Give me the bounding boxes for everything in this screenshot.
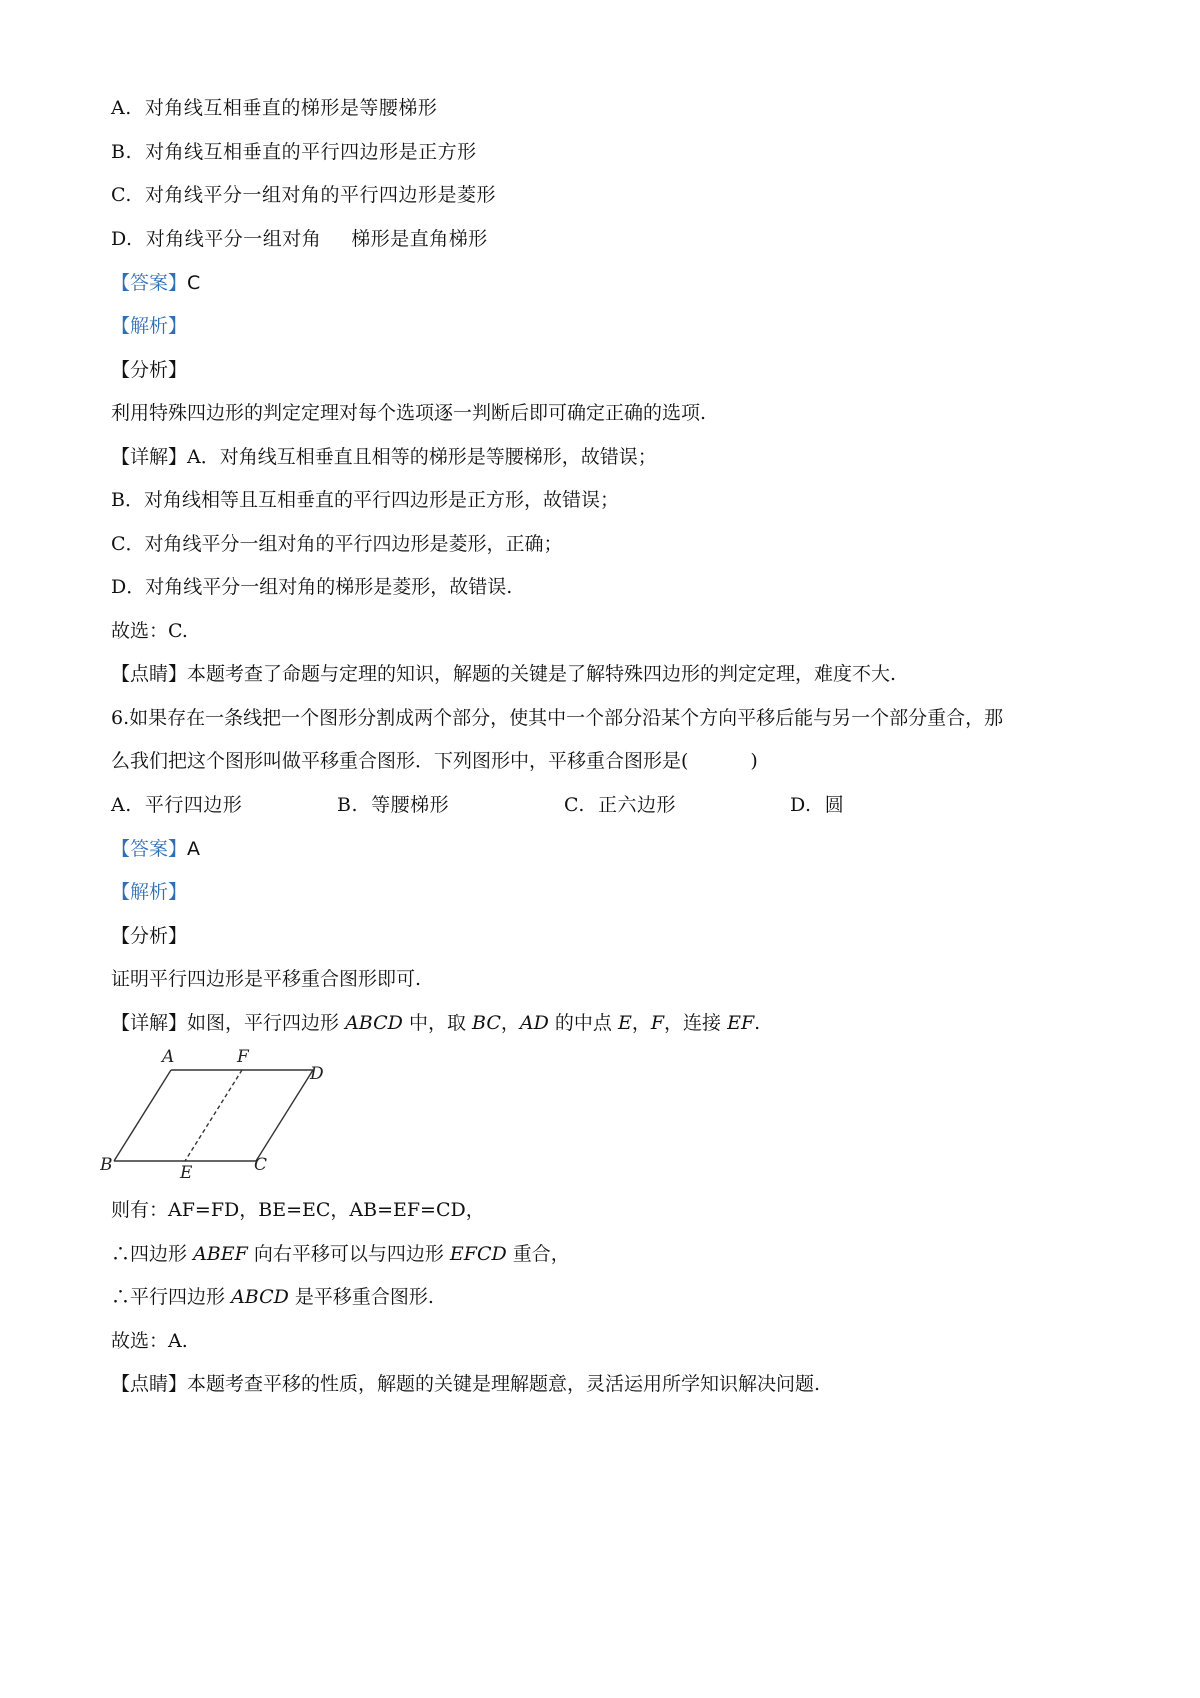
q5-fenxi-tag: 【分析】	[111, 359, 188, 381]
option-text: 等腰梯形	[371, 794, 450, 816]
math-ef: EF	[727, 1012, 755, 1034]
stem-paren-close: )	[750, 750, 758, 772]
option-letter: D.	[111, 228, 133, 250]
q5-fenxi-text: 利用特殊四边形的判定定理对每个选项逐一判断后即可确定正确的选项.	[111, 402, 707, 424]
answer-tag: 【答案】	[111, 272, 188, 294]
dianjing-tag: 【点睛】	[111, 1373, 188, 1395]
q6-zeyou: 则有：AF=FD，BE=EC，AB=EF=CD，	[111, 1199, 485, 1221]
q6-dianjing	[111, 1371, 820, 1397]
xiangjie-text: 中，取	[408, 1012, 466, 1034]
q6-step-2	[111, 1241, 570, 1267]
option-letter: B.	[337, 794, 359, 816]
dianjing-text: 本题考查了命题与定理的知识，解题的关键是了解特殊四边形的判定定理，难度不大.	[187, 663, 897, 685]
q6-fenxi-tag: 【分析】	[111, 925, 188, 947]
math-bc: BC	[472, 1012, 501, 1034]
comma: ，	[631, 1012, 651, 1034]
dianjing-text: 本题考查平移的性质，解题的关键是理解题意，灵活运用所学知识解决问题.	[187, 1373, 821, 1395]
step-text: 是平移重合图形.	[294, 1286, 434, 1308]
math-efcd: EFCD	[449, 1243, 507, 1265]
stem-text: 么我们把这个图形叫做平移重合图形．下列图形中，平移重合图形是(	[111, 750, 689, 772]
q5-xiangjie-line-3: C．对角线平分一组对角的平行四边形是菱形，正确；	[111, 533, 563, 555]
q6-answer	[111, 836, 200, 862]
q5-xiangjie-line-2: B．对角线相等且互相垂直的平行四边形是正方形，故错误；	[111, 489, 619, 511]
q6-guxuan: 故选：A.	[111, 1330, 188, 1352]
step-text: 重合，	[512, 1243, 570, 1265]
q5-option-b	[111, 139, 477, 165]
q6-options-row	[111, 792, 911, 818]
q6-option-d	[790, 792, 844, 818]
math-abcd: ABCD	[345, 1012, 403, 1034]
math-e: E	[617, 1012, 632, 1034]
option-letter: C.	[564, 794, 585, 816]
xiangjie-tag: 【详解】	[111, 446, 188, 468]
option-text: 对角线平分一组对角的平行四边形是菱形	[145, 184, 497, 206]
dianjing-tag: 【点睛】	[111, 663, 188, 685]
q6-jiexi-tag: 【解析】	[111, 881, 188, 903]
math-ad: AD	[519, 1012, 549, 1034]
math-abef: ABEF	[193, 1243, 248, 1265]
option-text: 平行四边形	[144, 794, 243, 816]
option-text-2: 梯形是直角梯形	[351, 228, 488, 250]
q5-option-c	[111, 182, 496, 208]
label-e: E	[180, 1163, 193, 1183]
q6-option-b	[337, 792, 449, 818]
option-letter: B.	[111, 141, 133, 163]
edge-cd	[256, 1070, 313, 1161]
q6-option-a	[111, 792, 242, 818]
parallelogram-figure	[100, 1048, 340, 1183]
math-abcd: ABCD	[231, 1286, 289, 1308]
q5-xiangjie-line-1	[111, 444, 657, 470]
q5-guxuan: 故选：C.	[111, 620, 188, 642]
option-text: 圆	[824, 794, 845, 816]
step-text: ∴平行四边形	[111, 1286, 226, 1308]
option-letter: C.	[111, 184, 132, 206]
comma: ，	[500, 1012, 520, 1034]
label-c: C	[254, 1155, 268, 1175]
option-text: 对角线互相垂直的平行四边形是正方形	[145, 141, 477, 163]
q5-xiangjie-line-4: D．对角线平分一组对角的梯形是菱形，故错误.	[111, 576, 513, 598]
q6-stem-line-1: 6.如果存在一条线把一个图形分割成两个部分，使其中一个部分沿某个方向平移后能与另一个部分重合，那	[111, 707, 1004, 729]
step-text: 向右平移可以与四边形	[253, 1243, 444, 1265]
option-letter: A.	[111, 97, 132, 119]
q5-jiexi-tag: 【解析】	[111, 315, 188, 337]
answer-value: A	[187, 838, 201, 860]
q5-answer	[111, 270, 200, 296]
label-a: A	[162, 1048, 175, 1067]
label-f: F	[237, 1048, 249, 1067]
q6-xiangjie	[111, 1010, 760, 1036]
option-text: 对角线平分一组对角	[145, 228, 322, 250]
q6-fenxi-text: 证明平行四边形是平移重合图形即可.	[111, 968, 422, 990]
q6-stem-line-2	[111, 748, 758, 774]
period: .	[754, 1012, 761, 1034]
label-d: D	[310, 1064, 324, 1084]
label-b: B	[100, 1155, 113, 1175]
edge-ab	[114, 1070, 171, 1161]
option-letter: A.	[111, 794, 132, 816]
xiangjie-text: 如图，平行四边形	[187, 1012, 340, 1034]
q5-dianjing	[111, 661, 896, 687]
xiangjie-text: 的中点	[554, 1012, 612, 1034]
q6-step-3	[111, 1284, 434, 1310]
option-text: 对角线互相垂直的梯形是等腰梯形	[144, 97, 438, 119]
option-text: 正六边形	[598, 794, 677, 816]
answer-value: C	[187, 272, 201, 294]
xiangjie-text: ，连接	[664, 1012, 722, 1034]
answer-tag: 【答案】	[111, 838, 188, 860]
option-letter: D.	[790, 794, 812, 816]
q5-option-d	[111, 226, 488, 252]
q5-option-a	[111, 95, 437, 121]
q6-option-c	[564, 792, 676, 818]
step-text: ∴四边形	[111, 1243, 188, 1265]
xiangjie-tag: 【详解】	[111, 1012, 188, 1034]
math-f: F	[650, 1012, 665, 1034]
xiangjie-text: A．对角线互相垂直且相等的梯形是等腰梯形，故错误；	[187, 446, 657, 468]
dashed-ef	[185, 1070, 242, 1161]
